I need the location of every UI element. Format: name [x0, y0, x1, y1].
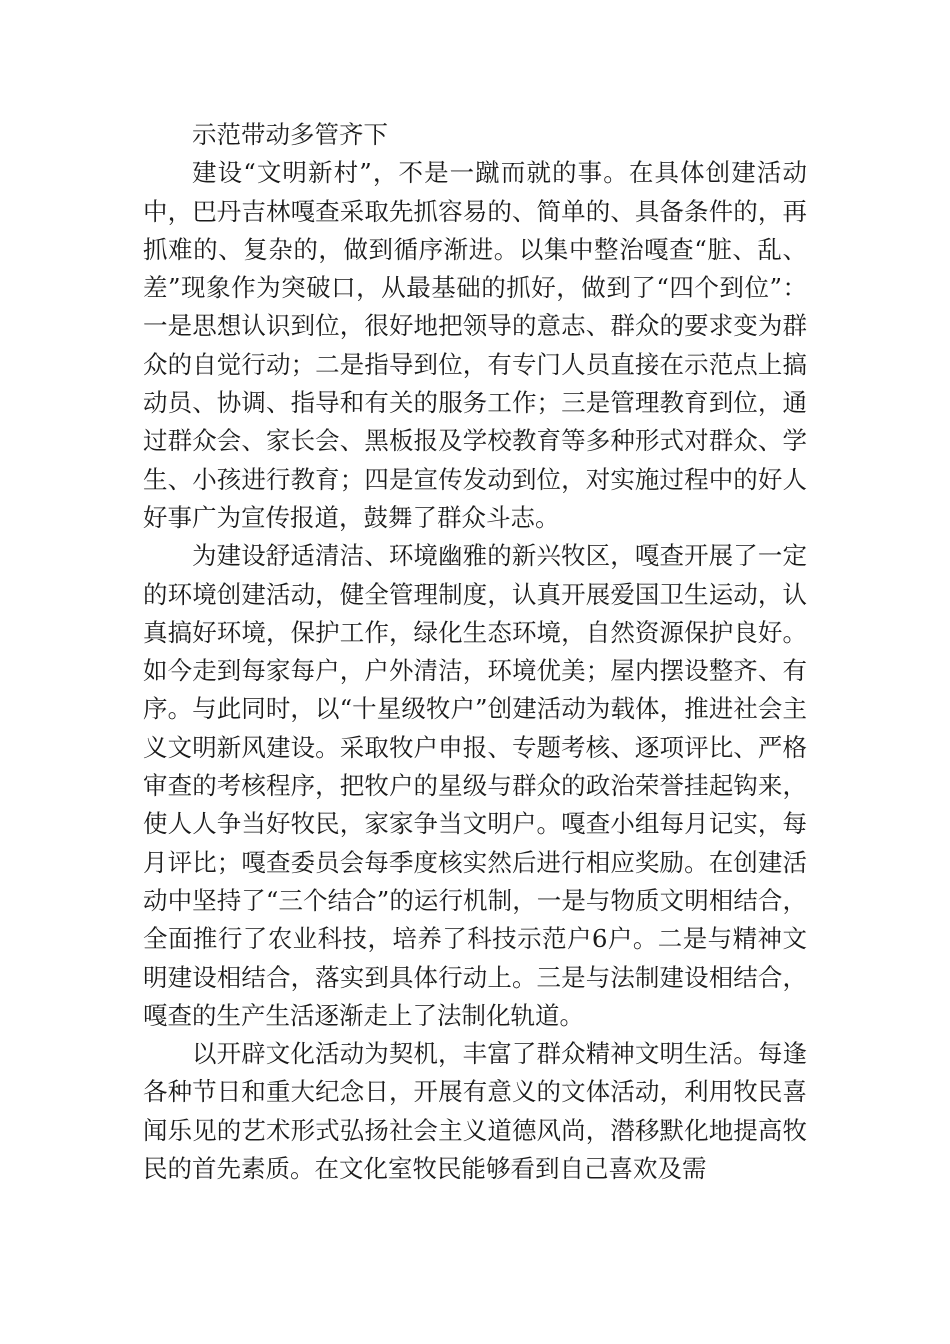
paragraph-cultural-activities: 以开辟文化活动为契机，丰富了群众精神文明生活。每逢各种节日和重大纪念日，开展有意义的文体活动，利用牧民喜闻乐见的艺术形式弘扬社会主义道德风尚，潜移默化地提高牧民的首先素质。在文化室牧民能够看到自己喜欢及需 — [143, 1039, 807, 1184]
paragraph-four-in-place: 建设“文明新村”，不是一蹴而就的事。在具体创建活动中，巴丹吉林嘎查采取先抓容易的、简单的、具备条件的，再抓难的、复杂的，做到循序渐进。以集中整治嘎查“脏、乱、差”现象作为突破口，从最基础的抓好，做到了“四个到位”：一是思想认识到位，很好地把领导的意志、群众的要求变为群众的自觉行动；二是指导到位，有专门人员直接在示范点上搞动员、协调、指导和有关的服务工作；三是管理教育到位，通过群众会、家长会、黑板报及学校教育等多种形式对群众、学生、小孩进行教育；四是宣传发动到位，对实施过程中的好人好事广为宣传报道，鼓舞了群众斗志。 — [143, 158, 807, 532]
document-body — [143, 116, 807, 1188]
section-heading: 示范带动多管齐下 — [192, 120, 388, 149]
paragraph-environment-creation: 为建设舒适清洁、环境幽雅的新兴牧区，嘎查开展了一定的环境创建活动，健全管理制度，认真开展爱国卫生运动，认真搞好环境，保护工作，绿化生态环境，自然资源保护良好。如今走到每家每户，户外清洁，环境优美；屋内摆设整齐、有序。与此同时，以“十星级牧户”创建活动为载体，推进社会主义文明新风建设。采取牧户申报、专题考核、逐项评比、严格审查的考核程序，把牧户的星级与群众的政治荣誉挂起钩来，使人人争当好牧民，家家争当文明户。嘎查小组每月记实，每月评比；嘎查委员会每季度核实然后进行相应奖励。在创建活动中坚持了“三个结合”的运行机制，一是与物质文明相结合，全面推行了农业科技，培养了科技示范户6户。二是与精神文明建设相结合，落实到具体行动上。三是与法制建设相结合，嘎查的生产生活逐渐走上了法制化轨道。 — [143, 541, 807, 1030]
